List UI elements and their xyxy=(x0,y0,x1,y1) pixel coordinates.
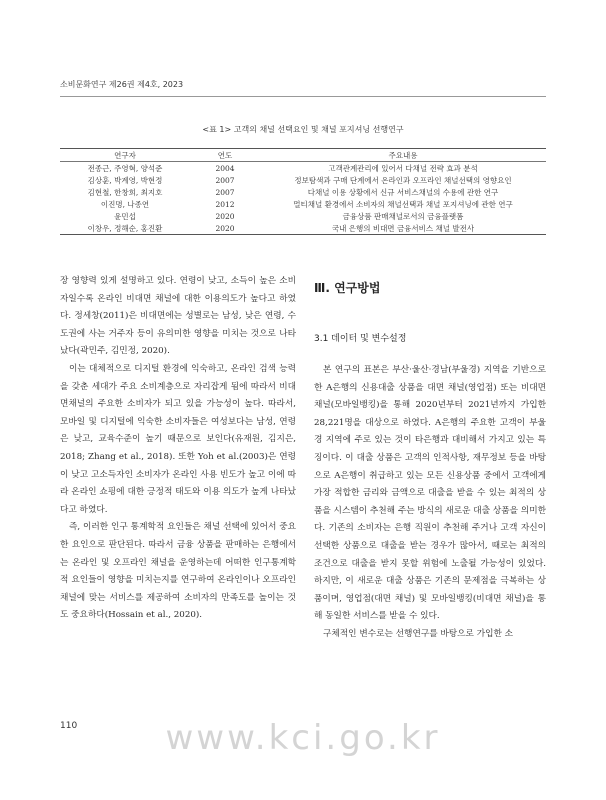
cell-content: 고객관계관리에 있어서 다채널 전략 효과 분석 xyxy=(328,163,478,173)
cell-year: 2007 xyxy=(215,187,235,197)
header-divider xyxy=(60,96,546,97)
cell-researcher: 김현철, 한창희, 최지호 xyxy=(87,187,163,197)
cell-content: 금융상품 판매채널로서의 금융플랫폼 xyxy=(342,211,464,221)
cell-researcher: 이진명, 나종연 xyxy=(100,199,150,209)
table-row xyxy=(60,174,546,186)
cell-year: 2012 xyxy=(215,199,235,209)
body-paragraph: 장 영향력 있게 설명하고 있다. 연령이 낮고, 소득이 높은 소비자일수록 온라인 비대면 채널에 대한 이용의도가 높다고 하였다. 정세창(2011)은 비대면에는 성별로는 남성, 낮은 연령, 수도권에 사는 거주자 등이 유의미한 영향을 미치는 것으로 나타났다(곽민주, 김민정, 2020). xyxy=(60,276,296,357)
section-title: Ⅲ. 연구방법 xyxy=(314,281,381,295)
cell-year: 2020 xyxy=(215,211,235,221)
table-caption: <표 1> 고객의 채널 선택요인 및 채널 포지셔닝 선행연구 xyxy=(202,125,404,134)
body-paragraph: 구체적인 변수로는 선행연구를 바탕으로 가입한 소 xyxy=(323,628,514,639)
column-header-year: 연도 xyxy=(190,149,260,162)
cell-content: 멀티채널 환경에서 소비자의 채널선택과 채널 포지셔닝에 관한 연구 xyxy=(293,199,513,209)
body-paragraph: 본 연구의 표본은 부산·울산·경남(부울경) 지역을 기반으로 한 A은행의 신용대출 상품을 대면 채널(영업점) 또는 비대면 채널(모바일뱅킹)을 통해 2020년부터 2021년까지 가입한 28,221명을 대상으로 하였다. A은행의 주요한 고객이 부울경 지역에 주로 있는 것이 타은행과 대비해서 가지고 있는 특징이다. 이 대출 상품은 고객의 인적사항, 재무정보 등을 바탕으로 A은행이 취급하고 있는 모든 신용상품 중에서 고객에게 가장 적합한 금리와 금액으로 대출을 받을 수 있는 최적의 상품을 시스템이 추천해 주는 방식의 새로운 대출 상품을 의미한다. 기존의 소비자는 은행 직원이 추천해 주거나 고객 자신이 선택한 상품으로 대출을 받는 경우가 많아서, 때로는 최적의 조건으로 대출을 받지 못할 위험에 노출될 가능성이 있었다. 하지만, 이 새로운 대출 상품은 기존의 문제점을 극복하는 상품이며, 영업점(대면 채널) 및 모바일뱅킹(비대면 채널)을 통해 동일한 서비스를 받을 수 있다. xyxy=(314,365,546,622)
cell-researcher: 윤민섭 xyxy=(114,211,136,221)
cell-year: 2004 xyxy=(215,163,235,173)
body-paragraph: 즉, 이러한 인구 통계학적 요인들은 채널 선택에 있어서 중요한 요인으로 판단된다. 따라서 금융 상품을 판매하는 은행에서는 온라인 및 오프라인 채널을 운영하는데 어떠한 인구통계학적 요인들이 영향을 미치는지를 연구하여 온라인이나 오프라인 채널에 맞는 서비스를 제공하여 소비자의 만족도를 높이는 것도 중요하다(Hossain et al., 2020). xyxy=(60,522,296,621)
table-row xyxy=(60,186,546,198)
cell-year: 2020 xyxy=(190,222,260,235)
table-row xyxy=(60,162,546,175)
cell-year: 2007 xyxy=(215,175,235,185)
right-column xyxy=(314,362,546,644)
table-row xyxy=(60,198,546,210)
table-row xyxy=(60,222,546,235)
body-paragraph: 이는 대체적으로 디지털 환경에 익숙하고, 온라인 검색 능력을 갖춘 세대가 주요 소비계층으로 자리잡게 됨에 따라서 비대면채널의 주요한 소비자가 되고 있을 가능성이 높다. 따라서, 모바일 및 디지털에 익숙한 소비자들은 여성보다는 남성, 연령은 낮고, 교육수준이 높기 때문으로 보인다(유재원, 김지은, 2018; Zhang et al., 2018). 또한 Yoh et al.(2003)은 연령이 낮고 고소득자인 소비자가 온라인 사용 빈도가 높고 이에 따라 온라인 쇼핑에 대한 긍정적 태도와 이용 의도가 높게 나타났다고 하였다. xyxy=(60,363,296,515)
cell-content: 국내 은행의 비대면 금융서비스 채널 발전사 xyxy=(260,222,546,235)
page-number: 110 xyxy=(60,721,78,731)
cell-content: 다채널 이용 상황에서 신규 서비스채널의 수용에 관한 연구 xyxy=(307,187,499,197)
table-header-row xyxy=(60,149,546,162)
literature-table xyxy=(60,148,546,235)
watermark: www.kci.go.kr xyxy=(165,718,441,758)
subsection-title: 3.1 데이터 및 변수설정 xyxy=(314,334,407,344)
table-row xyxy=(60,210,546,222)
journal-header: 소비문화연구 제26권 제4호, 2023 xyxy=(60,80,184,89)
column-header-content: 주요내용 xyxy=(260,149,546,162)
left-column xyxy=(60,273,296,625)
cell-researcher: 이창우, 정해순, 홍진환 xyxy=(60,222,190,235)
column-header-researcher: 연구자 xyxy=(60,149,190,162)
cell-researcher: 김상훈, 박계영, 박현정 xyxy=(87,175,163,185)
cell-content: 정보탐색과 구매 단계에서 온라인과 오프라인 채널선택의 영향요인 xyxy=(294,175,512,185)
cell-researcher: 전종근, 주영혁, 양석준 xyxy=(87,163,163,173)
